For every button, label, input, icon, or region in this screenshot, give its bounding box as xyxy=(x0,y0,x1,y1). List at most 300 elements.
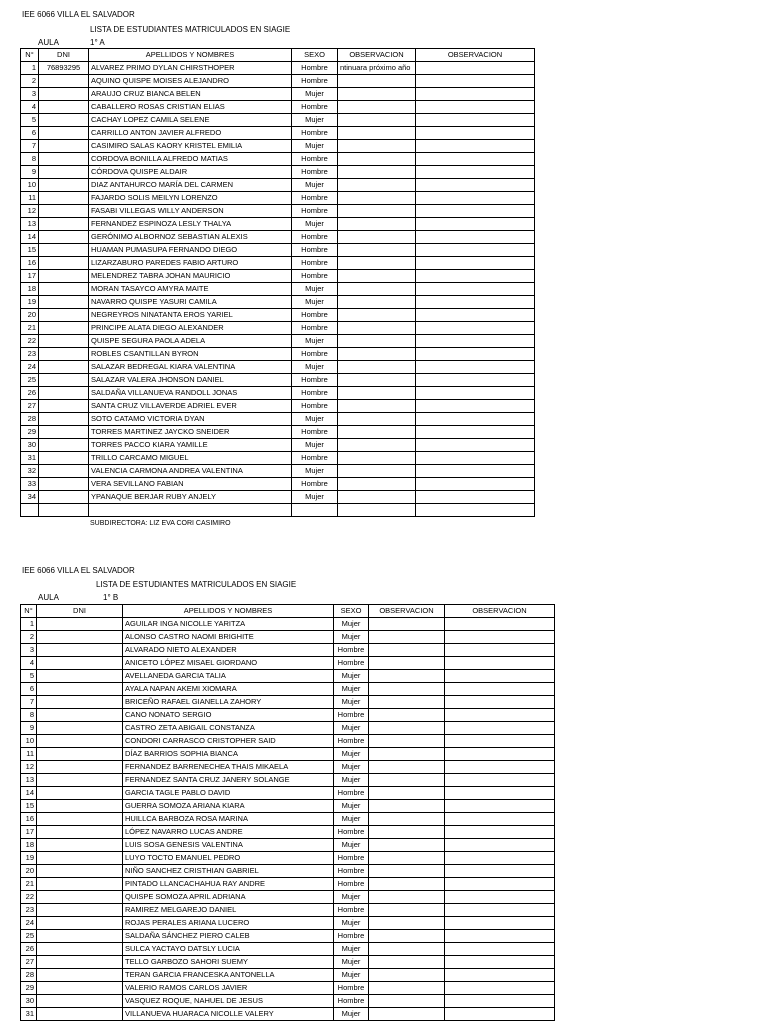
student-sex: Mujer xyxy=(292,179,338,192)
student-number: 27 xyxy=(21,956,37,969)
student-sex: Hombre xyxy=(334,865,369,878)
student-number: 4 xyxy=(21,657,37,670)
col-sex-header: SEXO xyxy=(334,605,369,618)
student-observation-2 xyxy=(445,943,555,956)
student-sex: Mujer xyxy=(334,748,369,761)
student-sex: Mujer xyxy=(334,917,369,930)
student-number: 7 xyxy=(21,696,37,709)
student-name: CARRILLO ANTON JAVIER ALFREDO xyxy=(89,127,292,140)
student-observation: ntinuara próximo año xyxy=(338,62,416,75)
students-table-1b xyxy=(20,604,555,1021)
student-name: ALVARADO NIETO ALEXANDER xyxy=(123,644,334,657)
student-sex: Hombre xyxy=(334,787,369,800)
col-observation-2-header: OBSERVACION xyxy=(445,605,555,618)
table-row xyxy=(21,644,555,657)
student-number: 31 xyxy=(21,452,39,465)
student-number: 9 xyxy=(21,722,37,735)
table-row xyxy=(21,956,555,969)
student-observation-2 xyxy=(445,995,555,1008)
student-observation xyxy=(369,618,445,631)
student-number: 17 xyxy=(21,826,37,839)
student-observation xyxy=(369,644,445,657)
student-dni xyxy=(37,943,123,956)
student-number: 29 xyxy=(21,426,39,439)
student-number: 27 xyxy=(21,400,39,413)
student-observation-2 xyxy=(445,865,555,878)
student-observation xyxy=(369,969,445,982)
student-sex: Mujer xyxy=(292,296,338,309)
student-name: ARAUJO CRUZ BIANCA BELEN xyxy=(89,88,292,101)
student-name: CASIMIRO SALAS KAORY KRISTEL EMILIA xyxy=(89,140,292,153)
student-name: SALDAÑA SÁNCHEZ PIERO CALEB xyxy=(123,930,334,943)
student-observation xyxy=(369,657,445,670)
student-observation-2 xyxy=(445,618,555,631)
student-name: BRICEÑO RAFAEL GIANELLA ZAHORY xyxy=(123,696,334,709)
student-observation xyxy=(369,943,445,956)
student-number: 3 xyxy=(21,644,37,657)
col-sex-header: SEXO xyxy=(292,49,338,62)
student-sex: Hombre xyxy=(334,878,369,891)
student-observation xyxy=(369,774,445,787)
table-row xyxy=(21,917,555,930)
student-name: RAMIREZ MELGAREJO DANIEL xyxy=(123,904,334,917)
student-observation-2 xyxy=(445,735,555,748)
student-sex: Mujer xyxy=(292,491,338,504)
student-dni xyxy=(37,839,123,852)
student-sex: Mujer xyxy=(334,683,369,696)
list-title: LISTA DE ESTUDIANTES MATRICULADOS EN SIAGIE xyxy=(90,25,291,34)
table-row xyxy=(21,813,555,826)
student-number: 5 xyxy=(21,670,37,683)
student-number: 10 xyxy=(21,179,39,192)
table-row xyxy=(21,670,555,683)
student-number: 13 xyxy=(21,218,39,231)
student-observation-2 xyxy=(445,904,555,917)
aula-value: 1° A xyxy=(90,38,105,47)
student-sex: Hombre xyxy=(292,101,338,114)
table-row xyxy=(21,852,555,865)
student-observation-2 xyxy=(445,839,555,852)
student-observation-2 xyxy=(445,631,555,644)
student-observation xyxy=(369,865,445,878)
student-number: 30 xyxy=(21,439,39,452)
student-observation xyxy=(369,917,445,930)
table-row xyxy=(21,904,555,917)
student-sex: Hombre xyxy=(292,75,338,88)
student-name: NAVARRO QUISPE YASURI CAMILA xyxy=(89,296,292,309)
student-name: ROBLES CSANTILLAN BYRON xyxy=(89,348,292,361)
student-observation-2 xyxy=(445,982,555,995)
student-sex: Mujer xyxy=(292,465,338,478)
table-row xyxy=(21,722,555,735)
student-number: 29 xyxy=(21,982,37,995)
student-sex: Mujer xyxy=(334,891,369,904)
table-row xyxy=(21,995,555,1008)
student-sex: Hombre xyxy=(292,478,338,491)
student-name: VALENCIA CARMONA ANDREA VALENTINA xyxy=(89,465,292,478)
student-number: 15 xyxy=(21,800,37,813)
student-number: 9 xyxy=(21,166,39,179)
student-name: FAJARDO SOLIS MEILYN LORENZO xyxy=(89,192,292,205)
col-observation-header: OBSERVACION xyxy=(369,605,445,618)
student-sex: Hombre xyxy=(334,657,369,670)
student-observation-2 xyxy=(445,969,555,982)
student-number: 28 xyxy=(21,413,39,426)
student-sex: Mujer xyxy=(334,1008,369,1021)
student-name: TORRES MARTINEZ JAYCKO SNEIDER xyxy=(89,426,292,439)
student-name: FERNANDEZ ESPINOZA LESLY THALYA xyxy=(89,218,292,231)
student-name: SANTA CRUZ VILLAVERDE ADRIEL EVER xyxy=(89,400,292,413)
student-dni xyxy=(37,995,123,1008)
student-sex: Mujer xyxy=(334,839,369,852)
student-observation xyxy=(369,982,445,995)
student-sex: Hombre xyxy=(334,644,369,657)
student-sex: Hombre xyxy=(292,192,338,205)
school-name: IEE 6066 VILLA EL SALVADOR xyxy=(22,10,135,19)
student-sex: Hombre xyxy=(292,400,338,413)
student-name: SALAZAR BEDREGAL KIARA VALENTINA xyxy=(89,361,292,374)
student-name: LIZARZABURO PAREDES FABIO ARTURO xyxy=(89,257,292,270)
student-observation-2 xyxy=(445,696,555,709)
table-row xyxy=(21,878,555,891)
student-observation-2 xyxy=(445,878,555,891)
table-row xyxy=(21,657,555,670)
table-row xyxy=(21,930,555,943)
student-dni xyxy=(37,800,123,813)
student-name: NIÑO SANCHEZ CRISTHIAN GABRIEL xyxy=(123,865,334,878)
student-dni xyxy=(37,1008,123,1021)
student-number: 15 xyxy=(21,244,39,257)
student-observation xyxy=(369,852,445,865)
student-number: 1 xyxy=(21,62,39,75)
student-name: MELENDREZ TABRA JOHAN MAURICIO xyxy=(89,270,292,283)
student-number: 6 xyxy=(21,683,37,696)
student-number: 23 xyxy=(21,348,39,361)
student-sex: Mujer xyxy=(334,969,369,982)
student-number: 8 xyxy=(21,709,37,722)
student-name: TRILLO CARCAMO MIGUEL xyxy=(89,452,292,465)
student-name: CONDORI CARRASCO CRISTOPHER SAID xyxy=(123,735,334,748)
student-observation xyxy=(369,800,445,813)
student-observation-2 xyxy=(445,709,555,722)
student-name: FERNANDEZ SANTA CRUZ JANERY SOLANGE xyxy=(123,774,334,787)
student-number: 14 xyxy=(21,787,37,800)
student-sex: Mujer xyxy=(334,800,369,813)
student-number: 13 xyxy=(21,774,37,787)
student-sex: Hombre xyxy=(292,426,338,439)
student-sex: Hombre xyxy=(292,452,338,465)
student-sex: Hombre xyxy=(292,322,338,335)
student-sex: Mujer xyxy=(334,943,369,956)
student-dni xyxy=(37,982,123,995)
student-sex: Mujer xyxy=(292,335,338,348)
student-sex: Hombre xyxy=(292,270,338,283)
student-sex: Mujer xyxy=(292,361,338,374)
student-sex: Hombre xyxy=(292,244,338,257)
student-observation xyxy=(369,722,445,735)
student-observation-2 xyxy=(445,956,555,969)
student-name: VERA SEVILLANO FABIAN xyxy=(89,478,292,491)
student-sex: Hombre xyxy=(292,62,338,75)
student-observation-2 xyxy=(445,1008,555,1021)
student-number: 12 xyxy=(21,205,39,218)
student-name: CÓRDOVA QUISPE ALDAIR xyxy=(89,166,292,179)
student-number: 4 xyxy=(21,101,39,114)
student-observation-2 xyxy=(445,748,555,761)
student-name: TORRES PACCO KIARA YAMILLE xyxy=(89,439,292,452)
student-name: GARCIA TAGLE PABLO DAVID xyxy=(123,787,334,800)
table-row xyxy=(21,865,555,878)
col-dni-header: DNI xyxy=(39,49,89,62)
student-number: 21 xyxy=(21,878,37,891)
student-observation xyxy=(369,683,445,696)
student-number: 28 xyxy=(21,969,37,982)
student-dni xyxy=(37,696,123,709)
student-sex: Hombre xyxy=(292,127,338,140)
student-observation-2 xyxy=(445,826,555,839)
student-number: 2 xyxy=(21,631,37,644)
student-number: 5 xyxy=(21,114,39,127)
student-sex: Hombre xyxy=(334,709,369,722)
student-observation xyxy=(369,735,445,748)
student-name: VALERIO RAMOS CARLOS JAVIER xyxy=(123,982,334,995)
student-number: 21 xyxy=(21,322,39,335)
student-dni xyxy=(37,683,123,696)
student-dni xyxy=(37,644,123,657)
student-name: SULCA YACTAYO DATSLY LUCIA xyxy=(123,943,334,956)
student-name: VILLANUEVA HUARACA NICOLLE VALERY xyxy=(123,1008,334,1021)
student-number: 6 xyxy=(21,127,39,140)
student-name: ROJAS PERALES ARIANA LUCERO xyxy=(123,917,334,930)
student-observation xyxy=(369,930,445,943)
student-sex: Mujer xyxy=(334,696,369,709)
student-observation xyxy=(369,748,445,761)
student-observation-2 xyxy=(445,813,555,826)
student-name: DIAZ ANTAHURCO MARÍA DEL CARMEN xyxy=(89,179,292,192)
school-name: IEE 6066 VILLA EL SALVADOR xyxy=(22,566,135,575)
student-number: 8 xyxy=(21,153,39,166)
student-name: DÍAZ BARRIOS SOPHIA BIANCA xyxy=(123,748,334,761)
student-dni xyxy=(37,709,123,722)
student-dni xyxy=(37,813,123,826)
student-observation-2 xyxy=(445,657,555,670)
student-dni xyxy=(37,761,123,774)
student-observation xyxy=(369,904,445,917)
student-observation xyxy=(369,995,445,1008)
student-observation xyxy=(369,956,445,969)
aula-label: AULA xyxy=(38,38,59,47)
student-sex: Mujer xyxy=(292,439,338,452)
student-observation xyxy=(369,1008,445,1021)
student-name: SALDAÑA VILLANUEVA RANDOLL JONAS xyxy=(89,387,292,400)
col-observation-2-header: OBSERVACION xyxy=(416,49,535,62)
student-dni xyxy=(37,657,123,670)
student-number: 20 xyxy=(21,865,37,878)
student-dni xyxy=(37,930,123,943)
student-sex: Hombre xyxy=(292,153,338,166)
student-name: LUIS SOSA GENESIS VALENTINA xyxy=(123,839,334,852)
student-observation-2 xyxy=(445,800,555,813)
student-observation xyxy=(369,696,445,709)
table-row xyxy=(21,800,555,813)
student-dni xyxy=(37,618,123,631)
table-row xyxy=(21,1008,555,1021)
table-row xyxy=(21,748,555,761)
student-number: 1 xyxy=(21,618,37,631)
col-number-header: N° xyxy=(21,49,39,62)
student-name: AGUILAR INGA NICOLLE YARITZA xyxy=(123,618,334,631)
student-dni xyxy=(37,826,123,839)
subdirector-signature-line: SUBDIRECTORA: LIZ EVA CORI CASIMIRO xyxy=(90,520,231,527)
student-sex: Mujer xyxy=(292,283,338,296)
student-dni xyxy=(37,852,123,865)
student-sex: Mujer xyxy=(292,114,338,127)
student-sex: Mujer xyxy=(334,774,369,787)
student-sex: Mujer xyxy=(292,413,338,426)
student-number: 24 xyxy=(21,361,39,374)
student-number: 11 xyxy=(21,748,37,761)
student-name: TERAN GARCIA FRANCESKA ANTONELLA xyxy=(123,969,334,982)
student-number: 20 xyxy=(21,309,39,322)
student-observation xyxy=(369,670,445,683)
table-row xyxy=(21,891,555,904)
student-dni xyxy=(37,670,123,683)
student-sex: Mujer xyxy=(334,631,369,644)
student-observation-2 xyxy=(445,917,555,930)
student-sex: Hombre xyxy=(334,982,369,995)
student-number: 12 xyxy=(21,761,37,774)
student-number: 18 xyxy=(21,283,39,296)
student-dni xyxy=(37,891,123,904)
student-sex: Hombre xyxy=(292,205,338,218)
student-name: CABALLERO ROSAS CRISTIAN ELIAS xyxy=(89,101,292,114)
col-dni-header: DNI xyxy=(37,605,123,618)
student-number: 22 xyxy=(21,335,39,348)
student-name: QUISPE SEGURA PAOLA ADELA xyxy=(89,335,292,348)
student-observation xyxy=(369,787,445,800)
table-row xyxy=(21,969,555,982)
student-number: 30 xyxy=(21,995,37,1008)
col-number-header: N° xyxy=(21,605,37,618)
student-name: FERNANDEZ BARRENECHEA THAIS MIKAELA xyxy=(123,761,334,774)
student-name: CASTRO ZETA ABIGAIL CONSTANZA xyxy=(123,722,334,735)
student-observation xyxy=(369,891,445,904)
table-row xyxy=(21,787,555,800)
table-row xyxy=(21,696,555,709)
student-name: MORAN TASAYCO AMYRA MAITE xyxy=(89,283,292,296)
student-observation xyxy=(369,631,445,644)
student-name: ANICETO LÓPEZ MISAEL GIORDANO xyxy=(123,657,334,670)
col-name-header: APELLIDOS Y NOMBRES xyxy=(123,605,334,618)
student-number: 25 xyxy=(21,930,37,943)
student-dni xyxy=(37,969,123,982)
student-dni xyxy=(37,748,123,761)
student-name: YPANAQUE BERJAR RUBY ANJELY xyxy=(89,491,292,504)
student-number: 14 xyxy=(21,231,39,244)
table-row xyxy=(21,774,555,787)
table-row xyxy=(21,826,555,839)
student-observation xyxy=(369,709,445,722)
student-sex: Mujer xyxy=(334,761,369,774)
student-sex: Mujer xyxy=(292,218,338,231)
student-sex: Hombre xyxy=(292,257,338,270)
student-dni: 76893295 xyxy=(39,62,89,75)
student-number: 16 xyxy=(21,813,37,826)
student-dni xyxy=(37,956,123,969)
student-number: 26 xyxy=(21,387,39,400)
student-name: NEGREYROS NINATANTA EROS YARIEL xyxy=(89,309,292,322)
student-observation-2 xyxy=(445,930,555,943)
student-dni xyxy=(37,787,123,800)
table-row xyxy=(21,618,555,631)
student-name: SALAZAR VALERA JHONSON DANIEL xyxy=(89,374,292,387)
student-name: PRINCIPE ALATA DIEGO ALEXANDER xyxy=(89,322,292,335)
student-number: 23 xyxy=(21,904,37,917)
student-sex: Mujer xyxy=(334,670,369,683)
student-name: ALONSO CASTRO NAOMI BRIGHITE xyxy=(123,631,334,644)
student-name: FASABI VILLEGAS WILLY ANDERSON xyxy=(89,205,292,218)
student-name: AYALA NAPAN AKEMI XIOMARA xyxy=(123,683,334,696)
student-sex: Hombre xyxy=(334,995,369,1008)
student-dni xyxy=(37,722,123,735)
student-observation xyxy=(369,878,445,891)
student-number: 32 xyxy=(21,465,39,478)
student-dni xyxy=(37,878,123,891)
table-row xyxy=(21,631,555,644)
table-row xyxy=(21,839,555,852)
student-observation xyxy=(369,813,445,826)
student-name: GUERRA SOMOZA ARIANA KIARA xyxy=(123,800,334,813)
student-sex: Hombre xyxy=(334,904,369,917)
student-sex: Hombre xyxy=(334,852,369,865)
student-name: ALVAREZ PRIMO DYLAN CHIRSTHOPER xyxy=(89,62,292,75)
student-number: 26 xyxy=(21,943,37,956)
student-sex: Hombre xyxy=(292,374,338,387)
student-name: AVELLANEDA GARCIA TALIA xyxy=(123,670,334,683)
student-name: CANO NONATO SERGIO xyxy=(123,709,334,722)
student-observation-2 xyxy=(445,722,555,735)
student-name: CORDOVA BONILLA ALFREDO MATIAS xyxy=(89,153,292,166)
student-observation-2 xyxy=(445,761,555,774)
student-sex: Mujer xyxy=(334,722,369,735)
student-number: 19 xyxy=(21,852,37,865)
student-dni xyxy=(37,631,123,644)
student-sex: Hombre xyxy=(334,735,369,748)
table-row xyxy=(21,735,555,748)
table-row xyxy=(21,943,555,956)
student-sex: Hombre xyxy=(292,231,338,244)
col-observation-header: OBSERVACION xyxy=(338,49,416,62)
table-row xyxy=(21,683,555,696)
student-name: LÓPEZ NAVARRO LUCAS ANDRE xyxy=(123,826,334,839)
student-observation-2 xyxy=(445,670,555,683)
student-name: GERÓNIMO ALBORNOZ SEBASTIAN ALEXIS xyxy=(89,231,292,244)
student-number: 25 xyxy=(21,374,39,387)
student-name: HUILLCA BARBOZA ROSA MARINA xyxy=(123,813,334,826)
student-number: 3 xyxy=(21,88,39,101)
student-sex: Mujer xyxy=(334,956,369,969)
student-observation-2 xyxy=(445,644,555,657)
student-observation xyxy=(369,826,445,839)
student-number: 31 xyxy=(21,1008,37,1021)
list-title: LISTA DE ESTUDIANTES MATRICULADOS EN SIAGIE xyxy=(96,580,297,589)
student-name: AQUINO QUISPE MOISES ALEJANDRO xyxy=(89,75,292,88)
student-observation-2 xyxy=(445,774,555,787)
student-sex: Hombre xyxy=(292,348,338,361)
student-name: HUAMAN PUMASUPA FERNANDO DIEGO xyxy=(89,244,292,257)
student-number: 7 xyxy=(21,140,39,153)
student-name: CACHAY LOPEZ CAMILA SELENE xyxy=(89,114,292,127)
